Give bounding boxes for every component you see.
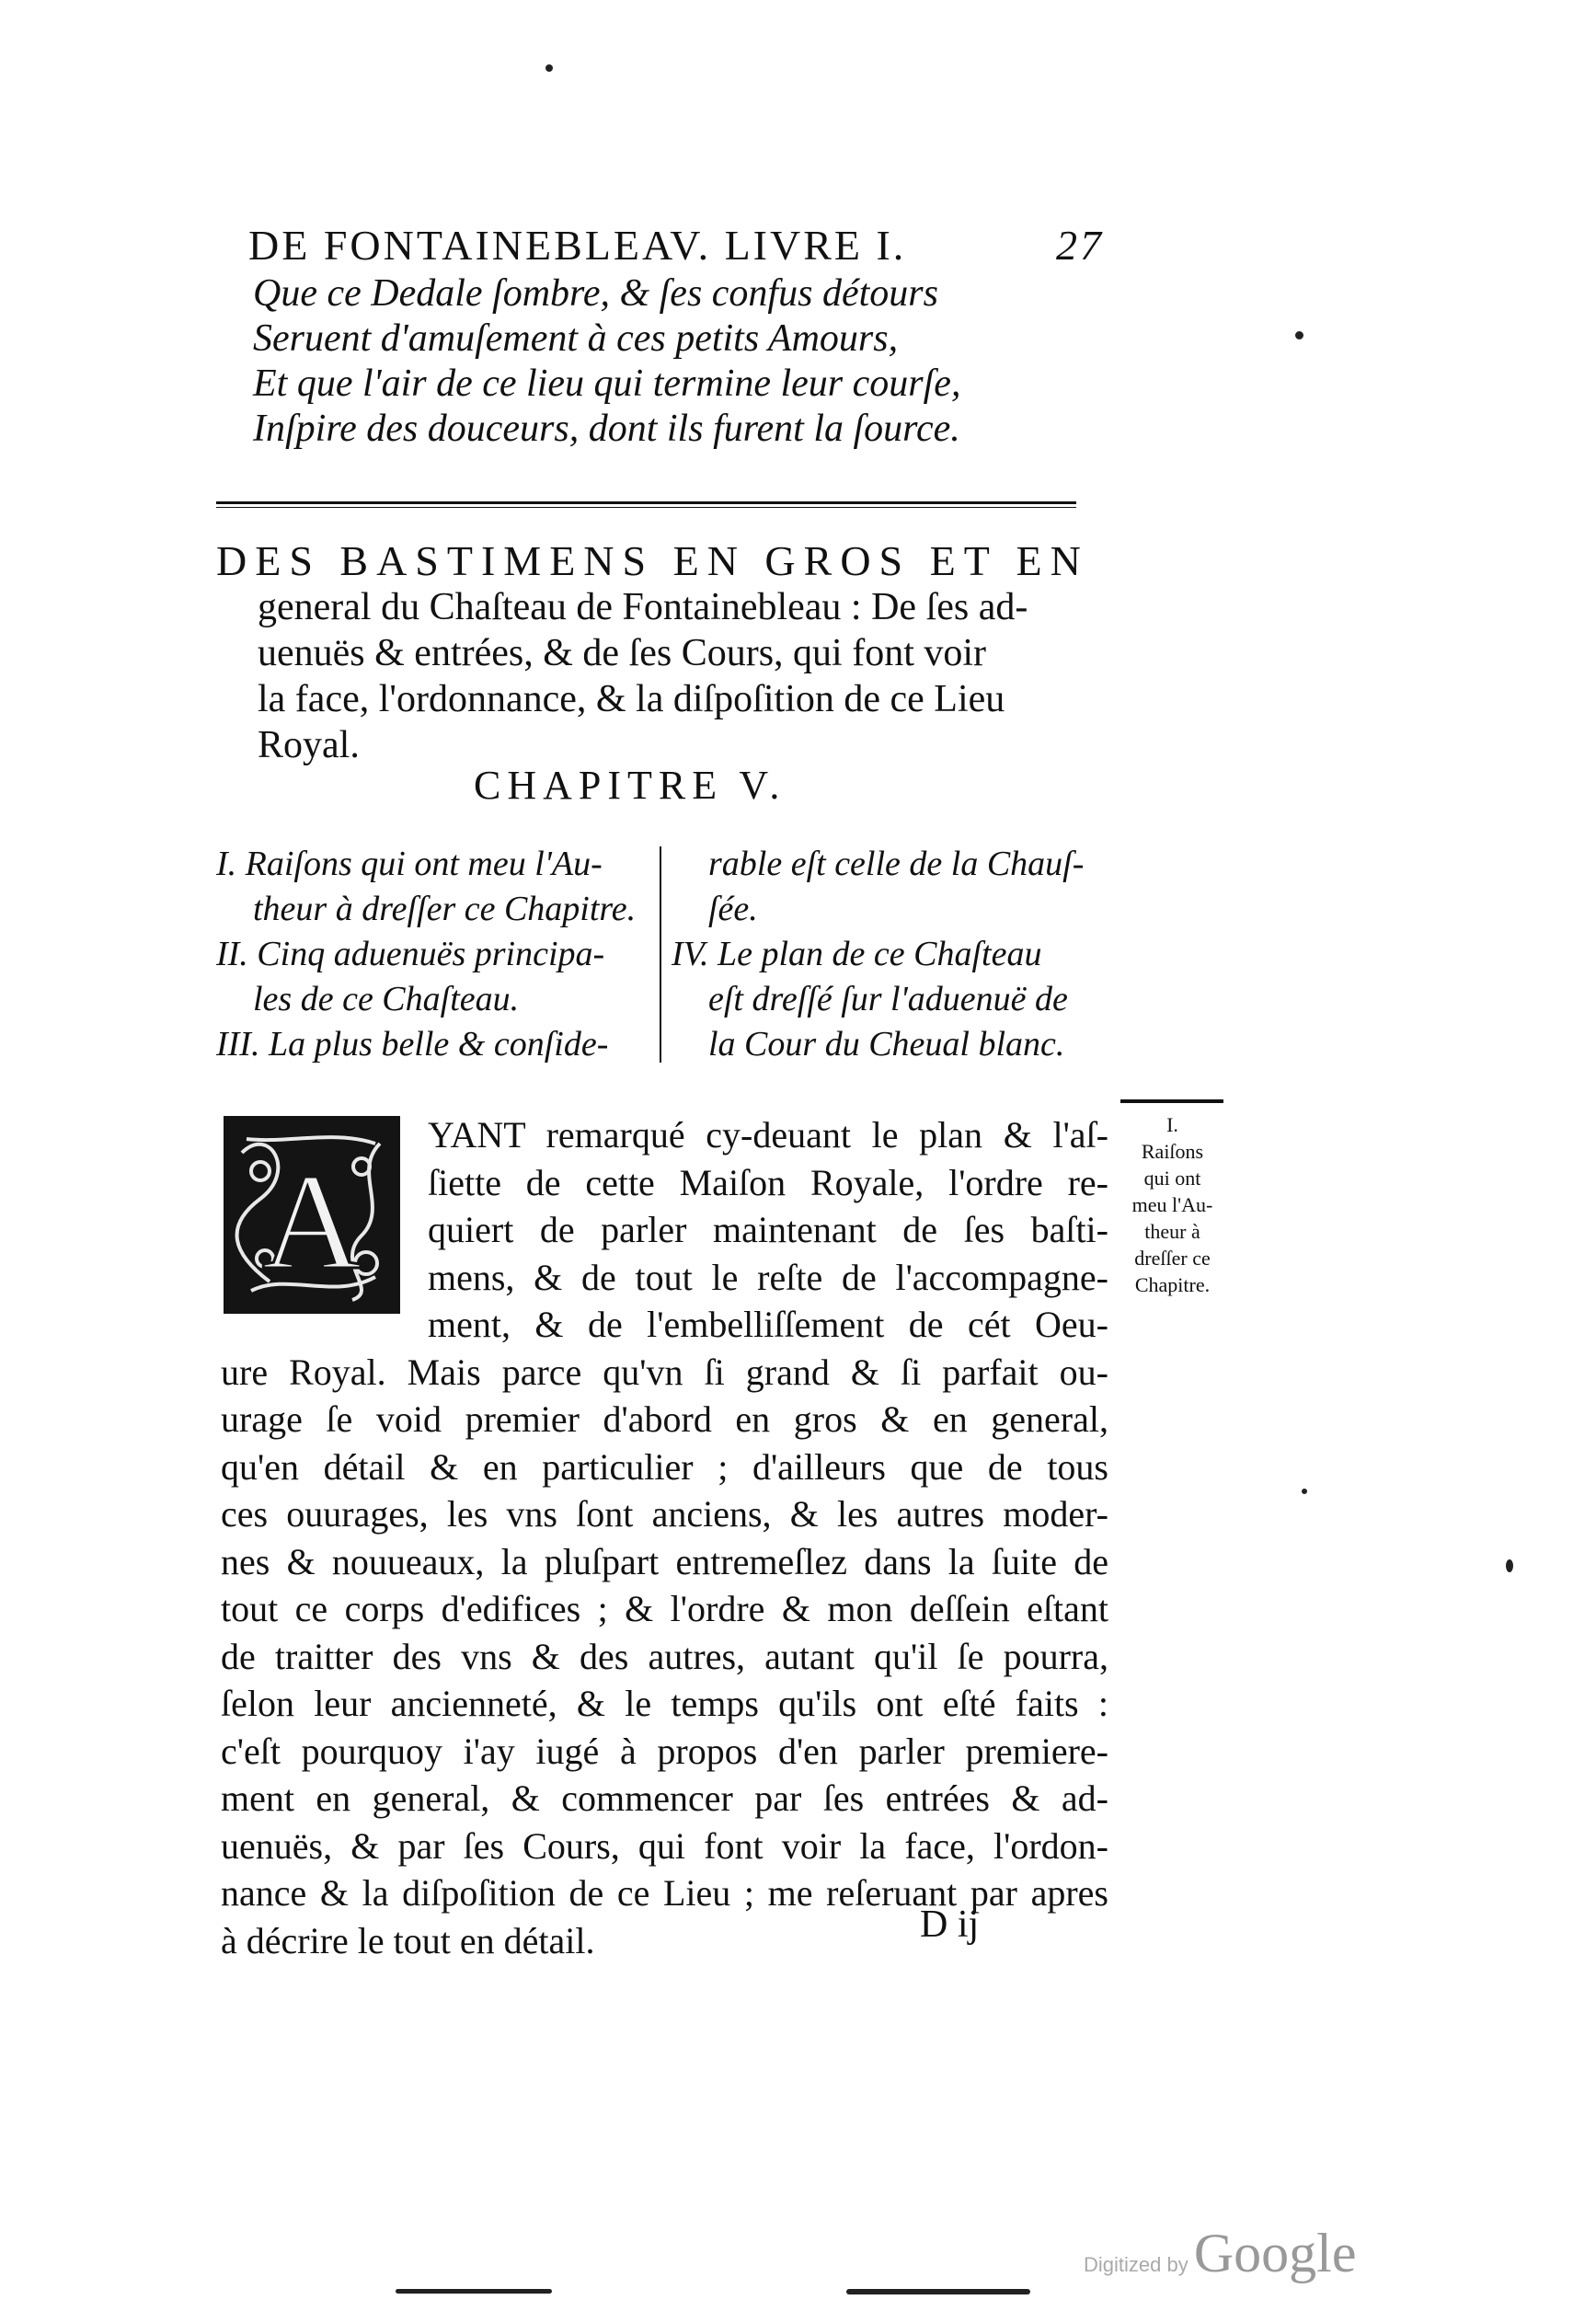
watermark-prefix: Digitized by	[1084, 2253, 1188, 2276]
drop-cap-letter: A	[261, 1145, 362, 1298]
body-line: ment en general, & commencer par ſes entrées & ad-	[221, 1777, 1108, 1819]
margin-note	[1115, 1111, 1230, 1298]
heading-line: general du Chaſteau de Fontainebleau : De ſes ad-	[258, 586, 1028, 628]
poem-line: Et que l'air de ce lieu qui termine leur courſe,	[253, 362, 961, 405]
scan-speck	[1295, 331, 1303, 339]
summary-column-divider	[660, 846, 661, 1063]
heading-line: la face, l'ordonnance, & la diſpoſition de ce Lieu	[258, 678, 1005, 720]
running-header	[248, 221, 1104, 276]
margin-note-line: theur à	[1144, 1220, 1200, 1243]
chapter-title: CHAPITRE V.	[474, 763, 787, 808]
body-line: ces ouurages, les vns ſont anciens, & les autres moder-	[221, 1493, 1108, 1535]
body-line: quiert de parler maintenant de ſes baſti-	[428, 1209, 1108, 1250]
scan-speck	[1302, 1489, 1307, 1494]
summary-line: theur à dreſſer ce Chapitre.	[253, 890, 637, 928]
signature-mark: D ij	[920, 1903, 980, 1946]
summary-line: IV. Le plan de ce Chaſteau	[672, 935, 1042, 973]
margin-note-line: qui ont	[1143, 1167, 1201, 1190]
summary-line: ſée.	[708, 890, 758, 928]
summary-line: II. Cinq aduenuës principa-	[216, 935, 605, 973]
poem-line: Inſpire des douceurs, dont ils furent la ſource.	[253, 408, 960, 450]
section-divider	[216, 501, 1076, 504]
summary-line: III. La plus belle & conſide-	[216, 1025, 609, 1064]
margin-note-line: dreſſer ce	[1134, 1247, 1211, 1270]
body-line: qu'en détail & en particulier ; d'ailleurs que de tous	[221, 1445, 1108, 1488]
body-line: urage ſe void premier d'abord en gros & en general,	[221, 1398, 1108, 1440]
margin-note-line: meu l'Au-	[1131, 1193, 1213, 1216]
summary-line: eſt dreſſé ſur l'aduenuë de	[708, 980, 1068, 1018]
margin-note-line: I.	[1166, 1113, 1178, 1136]
body-line: mens, & de tout le reſte de l'accompagne-	[428, 1256, 1108, 1298]
poem-line: Seruent d'amuſement à ces petits Amours,	[253, 317, 899, 360]
body-line: nance & la diſpoſition de ce Lieu ; me reſeruant par apres	[221, 1872, 1108, 1914]
heading-line: uenuës & entrées, & de ſes Cours, qui font voir	[258, 632, 987, 674]
margin-note-line: Raiſons	[1141, 1140, 1204, 1163]
poem-stanza	[253, 271, 960, 452]
section-divider-thin	[216, 507, 1076, 508]
summary-line: rable eſt celle de la Chauſ-	[708, 845, 1085, 883]
margin-note-rule	[1120, 1099, 1223, 1103]
body-line: à décrire le tout en détail.	[221, 1919, 595, 1961]
body-line: ment, & de l'embelliſſement de cét Oeu-	[428, 1304, 1108, 1345]
scan-speck	[545, 64, 553, 72]
poem-line: Que ce Dedale ſombre, & ſes confus détours	[253, 272, 938, 315]
body-line: ure Royal. Mais parce qu'vn ſi grand & ſi parfait ou-	[221, 1351, 1108, 1393]
body-line: uenuës, & par ſes Cours, qui font voir la face, l'ordon-	[221, 1824, 1108, 1867]
body-line: YANT remarqué cy-deuant le plan & l'aſ-	[428, 1114, 1108, 1156]
scan-speck	[1506, 1559, 1513, 1572]
body-line: ſiette de cette Maiſon Royale, l'ordre re-	[428, 1161, 1108, 1203]
watermark-brand: Google	[1193, 2223, 1357, 2283]
page-number: 27	[1056, 222, 1104, 269]
body-line: de traitter des vns & des autres, autant qu'il ſe pourra,	[221, 1635, 1108, 1677]
section-heading	[216, 538, 1099, 768]
body-line: ſelon leur ancienneté, & le temps qu'ils ont eſté faits :	[221, 1683, 1108, 1724]
scan-speck	[846, 2289, 1030, 2294]
body-line: c'eſt pourquoy i'ay iugé à propos d'en parler premiere-	[221, 1730, 1108, 1772]
heading-line: Royal.	[258, 724, 360, 766]
summary-line: les de ce Chaſteau.	[253, 980, 520, 1018]
body-line: nes & nouueaux, la pluſpart entremeſlez dans la ſuite de	[221, 1540, 1108, 1582]
summary-line: I. Raiſons qui ont meu l'Au-	[216, 845, 603, 883]
chapter-summary	[216, 842, 1099, 1067]
heading-caps-line: DES BASTIMENS EN GROS ET EN	[216, 537, 1089, 584]
margin-note-line: Chapitre.	[1134, 1273, 1211, 1296]
scan-speck	[396, 2289, 552, 2294]
summary-column-left	[216, 842, 658, 1067]
body-paragraph	[221, 1111, 1108, 1964]
summary-column-right	[672, 842, 1104, 1067]
body-line: tout ce corps d'edifices ; & l'ordre & mon deſſein eſtant	[221, 1588, 1108, 1629]
running-title: DE FONTAINEBLEAV. LIVRE I.	[248, 222, 907, 269]
digitized-watermark	[1084, 2222, 1356, 2285]
summary-line: la Cour du Cheual blanc.	[708, 1025, 1065, 1064]
